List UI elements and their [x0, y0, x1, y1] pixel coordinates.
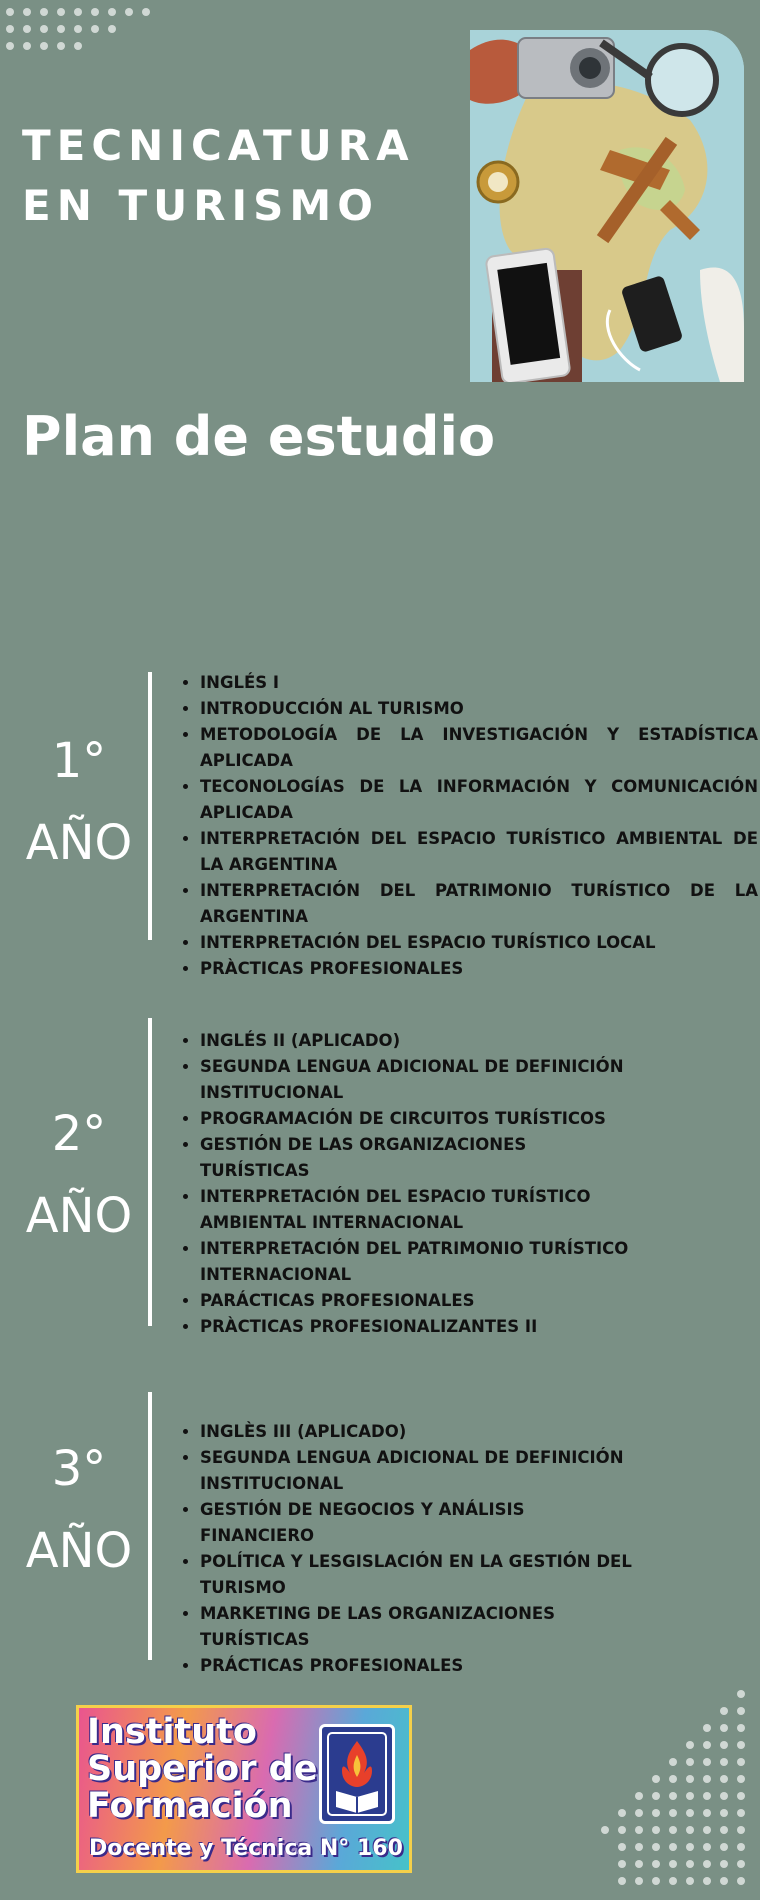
decorative-dot [635, 1877, 643, 1885]
decorative-dot [23, 25, 31, 33]
year-2-number: 2° [51, 1106, 107, 1162]
decorative-dot [703, 1826, 711, 1834]
logo-line-1: Instituto [87, 1712, 257, 1752]
subject-item: • INGLÉS II (APLICADO) [200, 1028, 640, 1054]
decorative-dot [737, 1724, 745, 1732]
decorative-dot [91, 25, 99, 33]
decorative-dot [737, 1792, 745, 1800]
decorative-dot [91, 8, 99, 16]
year-1-number: 1° [51, 733, 107, 789]
decorative-dot [686, 1877, 694, 1885]
decorative-dot [601, 1826, 609, 1834]
decorative-dot [40, 8, 48, 16]
subject-item: • INTRODUCCIÓN AL TURISMO [200, 696, 758, 722]
decorative-dot [669, 1843, 677, 1851]
title-line-1: TECNICATURA [22, 121, 415, 170]
decorative-dot [686, 1775, 694, 1783]
decorative-dot [669, 1792, 677, 1800]
subject-item: • PRÀCTICAS PROFESIONALIZANTES II [200, 1314, 640, 1340]
decorative-dot [40, 25, 48, 33]
subject-item: • INGLÈS III (APLICADO) [200, 1419, 640, 1445]
subject-item: • PRÀCTICAS PROFESIONALES [200, 956, 758, 982]
subject-item: • GESTIÓN DE LAS ORGANIZACIONES TURÍSTICAS [200, 1132, 640, 1184]
travel-flatlay-photo [470, 30, 744, 382]
decorative-dot [703, 1775, 711, 1783]
subject-item: • TECONOLOGÍAS DE LA INFORMACIÓN Y COMUNICACIÓN APLICADA [200, 774, 758, 826]
decorative-dot [125, 8, 133, 16]
decorative-dot [720, 1877, 728, 1885]
year-3-number: 3° [51, 1441, 107, 1497]
year-3-word: AÑO [25, 1523, 133, 1579]
decorative-dot [720, 1843, 728, 1851]
decorative-dot [57, 25, 65, 33]
decorative-dot [669, 1826, 677, 1834]
decorative-dot [686, 1826, 694, 1834]
decorative-dot [669, 1775, 677, 1783]
decorative-dot [720, 1826, 728, 1834]
decorative-dot [652, 1775, 660, 1783]
subject-item: • SEGUNDA LENGUA ADICIONAL DE DEFINICIÓN INSTITUCIONAL [200, 1445, 640, 1497]
decorative-dot [618, 1826, 626, 1834]
year-2-word: AÑO [25, 1188, 133, 1244]
subject-item: • INTERPRETACIÓN DEL ESPACIO TURÍSTICO AMBIENTAL DE LA ARGENTINA [200, 826, 758, 878]
subject-item: • MARKETING DE LAS ORGANIZACIONES TURÍSTICAS [200, 1601, 640, 1653]
subject-item: • INTERPRETACIÓN DEL PATRIMONIO TURÍSTICO INTERNACIONAL [200, 1236, 640, 1288]
decorative-dot [720, 1809, 728, 1817]
decorative-dot [686, 1792, 694, 1800]
subject-item: • PRÁCTICAS PROFESIONALES [200, 1653, 640, 1679]
decorative-dot [652, 1877, 660, 1885]
decorative-dot [108, 8, 116, 16]
decorative-dot [74, 25, 82, 33]
decorative-dot [737, 1690, 745, 1698]
subject-item: • INTERPRETACIÓN DEL ESPACIO TURÍSTICO AMBIENTAL INTERNACIONAL [200, 1184, 640, 1236]
decorative-dot [703, 1741, 711, 1749]
decorative-dot [23, 8, 31, 16]
decorative-dot [40, 42, 48, 50]
decorative-dot [6, 8, 14, 16]
decorative-dot [23, 42, 31, 50]
decorative-dot [737, 1775, 745, 1783]
decorative-dot [686, 1860, 694, 1868]
decorative-dot [720, 1758, 728, 1766]
decorative-dot [720, 1775, 728, 1783]
logo-line-2: Superior de [87, 1749, 318, 1789]
decorative-dot [635, 1826, 643, 1834]
year-2-label [4, 1093, 154, 1257]
decorative-dot [6, 42, 14, 50]
decorative-dot [686, 1843, 694, 1851]
year-2-divider [148, 1018, 152, 1326]
decorative-dot [669, 1877, 677, 1885]
decorative-dot [703, 1877, 711, 1885]
year-1-subject-list [176, 670, 758, 982]
decorative-dot [703, 1843, 711, 1851]
decorative-dot [6, 25, 14, 33]
decorative-dot [737, 1809, 745, 1817]
subject-item: • METODOLOGÍA DE LA INVESTIGACIÓN Y ESTADÍSTICA APLICADA [200, 722, 758, 774]
decorative-dot [74, 8, 82, 16]
decorative-dot [737, 1843, 745, 1851]
decorative-dot [635, 1843, 643, 1851]
decorative-dot [74, 42, 82, 50]
decorative-dot [703, 1758, 711, 1766]
subject-item: • PARÁCTICAS PROFESIONALES [200, 1288, 640, 1314]
decorative-dot [703, 1809, 711, 1817]
year-3-subject-list [176, 1419, 640, 1679]
decorative-dot [720, 1792, 728, 1800]
decorative-dot [720, 1724, 728, 1732]
decorative-dot [686, 1741, 694, 1749]
decorative-dot [703, 1860, 711, 1868]
institute-logo [76, 1705, 412, 1873]
decorative-dots-bottom-right [550, 1690, 760, 1900]
decorative-dot [720, 1741, 728, 1749]
decorative-dot [720, 1860, 728, 1868]
decorative-dot [652, 1860, 660, 1868]
year-3-divider [148, 1392, 152, 1660]
decorative-dot [57, 8, 65, 16]
program-title [22, 116, 415, 236]
year-1-label [4, 720, 154, 884]
decorative-dot [652, 1792, 660, 1800]
decorative-dot [686, 1758, 694, 1766]
decorative-dot [669, 1758, 677, 1766]
logo-line-4: Docente y Técnica N° 160 [89, 1836, 403, 1861]
year-1-divider [148, 672, 152, 940]
decorative-dot [737, 1707, 745, 1715]
subject-item: • SEGUNDA LENGUA ADICIONAL DE DEFINICIÓN INSTITUCIONAL [200, 1054, 640, 1106]
subject-item: • INGLÉS I [200, 670, 758, 696]
subject-item: • INTERPRETACIÓN DEL ESPACIO TURÍSTICO LOCAL [200, 930, 758, 956]
decorative-dot [737, 1741, 745, 1749]
decorative-dot [720, 1707, 728, 1715]
decorative-dot [669, 1860, 677, 1868]
decorative-dot [652, 1843, 660, 1851]
decorative-dot [635, 1860, 643, 1868]
decorative-dot [142, 8, 150, 16]
decorative-dot [703, 1724, 711, 1732]
logo-line-3: Formación [87, 1786, 293, 1826]
decorative-dot [635, 1792, 643, 1800]
decorative-dot [669, 1809, 677, 1817]
decorative-dot [635, 1809, 643, 1817]
decorative-dot [618, 1843, 626, 1851]
decorative-dot [618, 1877, 626, 1885]
subject-item: • INTERPRETACIÓN DEL PATRIMONIO TURÍSTICO DE LA ARGENTINA [200, 878, 758, 930]
decorative-dot [618, 1860, 626, 1868]
year-1-word: AÑO [25, 815, 133, 871]
year-2-subject-list [176, 1028, 640, 1340]
subject-item: • PROGRAMACIÓN DE CIRCUITOS TURÍSTICOS [200, 1106, 640, 1132]
title-line-2: EN TURISMO [22, 181, 379, 230]
decorative-dot [737, 1860, 745, 1868]
decorative-dot [737, 1758, 745, 1766]
decorative-dot [703, 1792, 711, 1800]
subject-item: • GESTIÓN DE NEGOCIOS Y ANÁLISIS FINANCIERO [200, 1497, 640, 1549]
institute-emblem-icon [319, 1724, 395, 1824]
decorative-dot [737, 1877, 745, 1885]
decorative-dot [652, 1809, 660, 1817]
subject-item: • POLÍTICA Y LESGISLACIÓN EN LA GESTIÓN DEL TURISMO [200, 1549, 640, 1601]
plan-subtitle: Plan de estudio [22, 405, 496, 468]
decorative-dot [686, 1809, 694, 1817]
decorative-dot [57, 42, 65, 50]
decorative-dots-top-left [6, 8, 156, 54]
decorative-dot [618, 1809, 626, 1817]
decorative-dot [652, 1826, 660, 1834]
decorative-dot [737, 1826, 745, 1834]
logo-name [87, 1714, 317, 1825]
decorative-dot [108, 25, 116, 33]
year-3-label [4, 1428, 154, 1592]
